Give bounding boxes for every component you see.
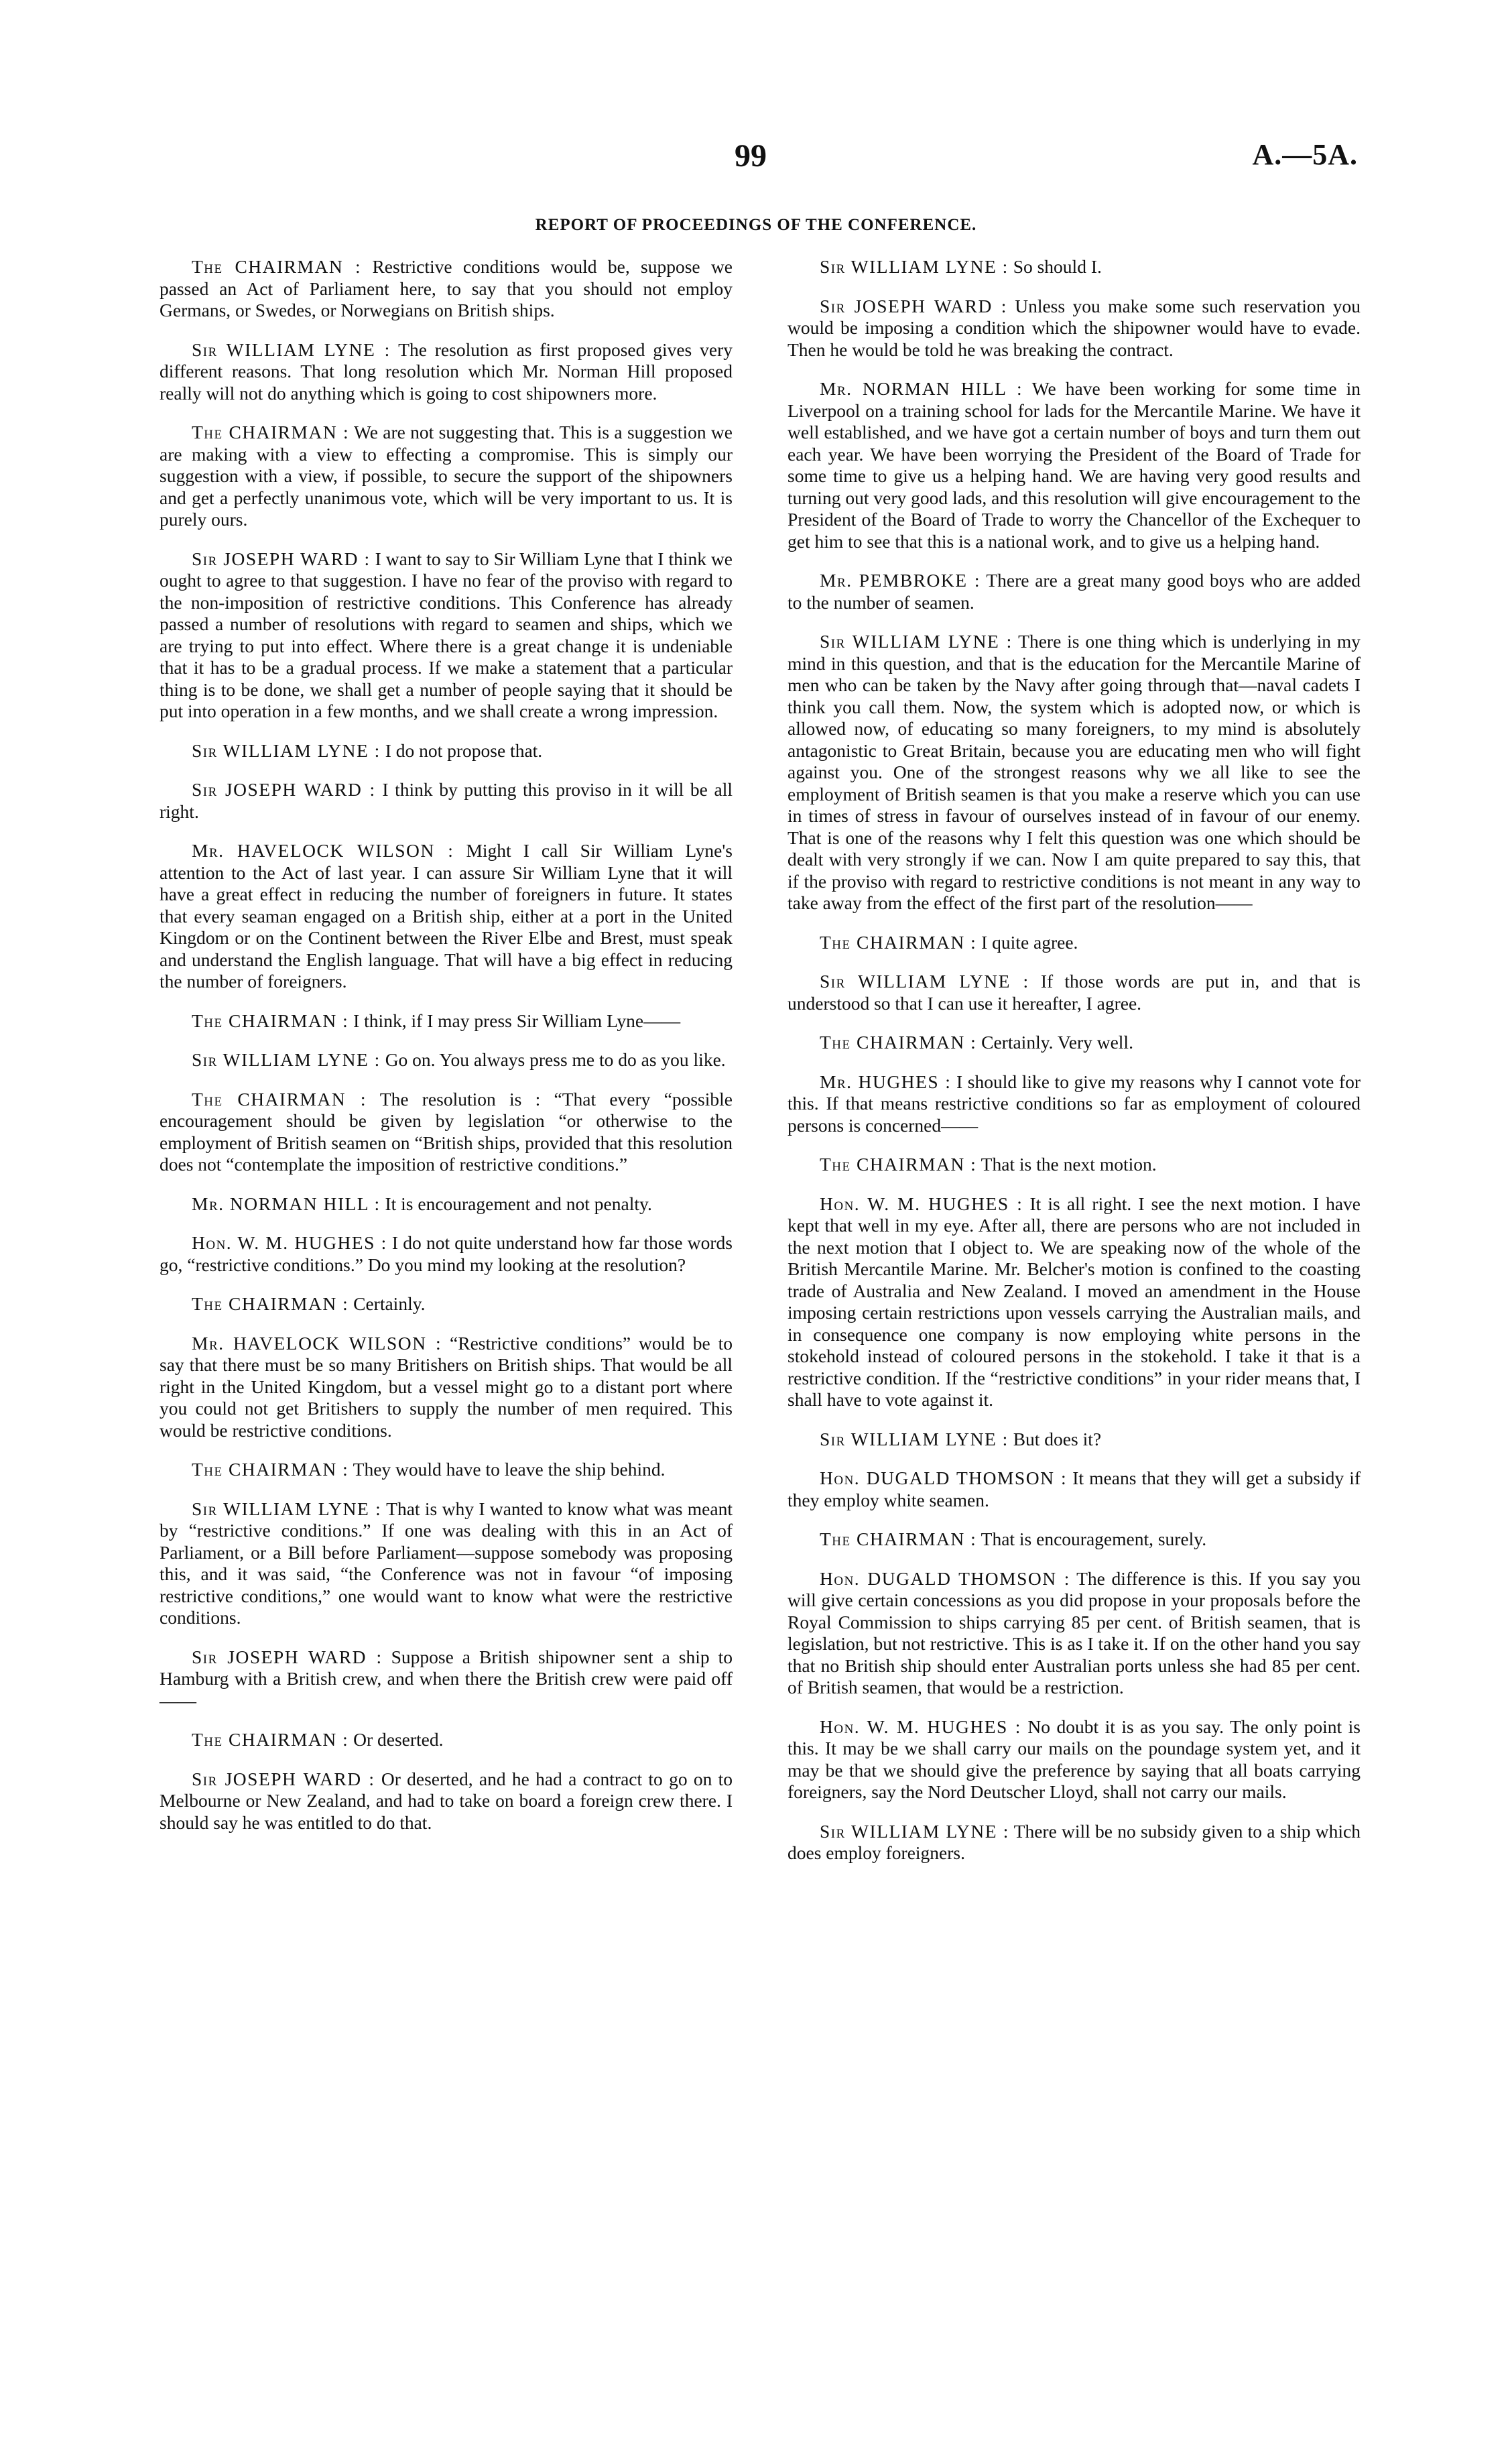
speech-text: So should I.: [1013, 256, 1102, 277]
speaker-name: Hon. W. M. HUGHES :: [820, 1716, 1021, 1737]
speech-paragraph: [160, 1232, 733, 1276]
speaker-name: The CHAIRMAN :: [192, 1293, 349, 1314]
speech-text: I think by putting this proviso in it will be all right.: [160, 779, 733, 822]
speaker-name: The CHAIRMAN :: [820, 931, 977, 953]
speech-text: There are a great many good boys who are added to the number of seamen.: [788, 570, 1361, 613]
speech-paragraph: [788, 1468, 1361, 1511]
speech-paragraph: [788, 1716, 1361, 1803]
speech-paragraph: [788, 1154, 1361, 1176]
speech-text: I quite agree.: [981, 931, 1078, 953]
speech-paragraph: [788, 1071, 1361, 1137]
speaker-name: Mr. PEMBROKE :: [820, 570, 981, 591]
left-column: [160, 256, 733, 1851]
speaker-name: The CHAIRMAN :: [820, 1032, 977, 1053]
speech-paragraph: [788, 932, 1361, 954]
speech-paragraph: [788, 631, 1361, 914]
speech-paragraph: [788, 1032, 1361, 1054]
speech-text: Certainly.: [353, 1293, 426, 1314]
speech-paragraph: [160, 1769, 733, 1834]
speech-text: Might I call Sir William Lyne's attention to the Act of last year. I can assure Sir William Lyne that it will have a great effect in reducing the number of foreigners in future. It states that every seaman engaged on a British ship, either at a port in the United Kingdom or on the Continent between the River Elbe and Brest, must speak and understand the English language. That will have a big effect in reducing the number of foreigners.: [160, 840, 733, 992]
speech-paragraph: [160, 339, 733, 405]
speaker-name: Sir JOSEPH WARD :: [192, 1768, 375, 1789]
speaker-name: The CHAIRMAN :: [192, 422, 350, 442]
speech-paragraph: [160, 740, 733, 762]
speech-text: There is one thing which is underlying in my mind in this question, and that is the education for the Mercantile Marine of men who can be taken by the Navy after going through that—naval cadets I think you call them. Now, the system which is adopted now, or which is allowed now, of educating so many foreigners, to my mind is absolutely antagonistic to Great Britain, because you are educating men who will fight against you. One of the strongest reasons why we all like to see the employment of British seamen is that you make a reserve which you can use in times of stress in favour of ourselves instead of in favour of our enemy. That is one of the reasons why I felt this question was one which should be dealt with very strongly if we can. Now I am quite prepared to say this, that if the proviso with regard to restrictive conditions is not meant in any way to take away from the effect of the first part of the resolution——: [788, 631, 1361, 913]
speech-paragraph: [160, 1729, 733, 1751]
speech-text: The resolution as first proposed gives very different reasons. That long resolution which Mr. Norman Hill proposed really will not do anything which is going to cost shipowners more.: [160, 339, 733, 404]
speech-text: Go on. You always press me to do as you like.: [385, 1049, 726, 1070]
speech-text: I think, if I may press Sir William Lyne——: [353, 1010, 681, 1031]
speech-text: But does it?: [1013, 1428, 1102, 1449]
speaker-name: Sir WILLIAM LYNE :: [820, 1428, 1009, 1449]
speech-paragraph: [160, 1293, 733, 1315]
speaker-name: Hon. W. M. HUGHES :: [820, 1193, 1023, 1214]
speech-paragraph: [788, 971, 1361, 1014]
speech-text: It is all right. I see the next motion. I have kept that well in my eye. After all, there are persons who are not included in the next motion that I object to. We are speaking now of the whole of the British Mercantile Marine. Mr. Belcher's motion is confined to the coasting trade of Australia and New Zealand. I moved an amendment in the House imposing certain restrictions upon vessels carrying the Australian mails, and in consequence one company is now employing white persons in the stokehold instead of coloured persons in the stokehold. I take it that is a restrictive condition. If the “restrictive conditions” in your rider means that, I shall have to vote against it.: [788, 1193, 1361, 1410]
speech-text: I do not quite understand how far those words go, “restrictive conditions.” Do you mind my looking at the resolution?: [160, 1232, 733, 1275]
speaker-name: The CHAIRMAN :: [820, 1154, 977, 1175]
speech-text: There will be no subsidy given to a ship which does employ foreigners.: [788, 1820, 1361, 1863]
speech-paragraph: [788, 378, 1361, 552]
speaker-name: Mr. HUGHES :: [820, 1071, 952, 1092]
speech-paragraph: [160, 779, 733, 823]
speaker-name: Sir WILLIAM LYNE :: [192, 1049, 381, 1070]
speech-text: We have been working for some time in Liverpool on a training school for lads for the Mercantile Marine. We have it well established, and we have got a certain number of boys and turn them out each year. We have been worrying the President of the Board of Trade for some time to give us a helping hand. We are having very good results and turning out very good lads, and this resolution will give encouragement to the President of the Board of Trade to worry the Chancellor of the Exchequer to get him to see that this is a national work, and to give us a helping hand.: [788, 378, 1361, 552]
speech-paragraph: [788, 1568, 1361, 1699]
speaker-name: Sir WILLIAM LYNE :: [820, 256, 1009, 277]
speaker-name: Mr. NORMAN HILL :: [820, 378, 1023, 399]
speech-text: The resolution is : “That every “possible encouragement should be given by legislation “or otherwise to the employment of British seamen on “British ships, provided that this resolution does not “contemplate the imposition of restrictive conditions.”: [160, 1088, 733, 1175]
speech-paragraph: [160, 1333, 733, 1442]
speech-text: I should like to give my reasons why I cannot vote for this. If that means restrictive conditions so far as employment of coloured persons is concerned——: [788, 1071, 1361, 1136]
speaker-name: The CHAIRMAN :: [192, 1729, 349, 1750]
speech-paragraph: [160, 548, 733, 723]
speaker-name: Mr. NORMAN HILL :: [192, 1193, 381, 1214]
speaker-name: Hon. W. M. HUGHES :: [192, 1232, 387, 1253]
speech-paragraph: [788, 570, 1361, 613]
speech-text: That is encouragement, surely.: [981, 1529, 1207, 1549]
speaker-name: Hon. DUGALD THOMSON :: [820, 1567, 1070, 1589]
speech-paragraph: [788, 296, 1361, 361]
speaker-name: Sir JOSEPH WARD :: [192, 548, 371, 569]
speech-paragraph: [788, 1821, 1361, 1864]
speech-text: Or deserted, and he had a contract to go on to Melbourne or New Zealand, and had to take on board a foreign crew there. I should say he was entitled to do that.: [160, 1768, 733, 1833]
speech-text: No doubt it is as you say. The only point is this. It may be we shall carry our mails on the poundage system yet, and it may be that we should give the preference by saying that all boats carrying foreigners, say the Nord Deutscher Lloyd, shall not carry our mails.: [788, 1716, 1361, 1802]
speech-text: That is why I wanted to know what was meant by “restrictive conditions.” If one was dealing with this in an Act of Parliament, or a Bill before Parliament—suppose somebody was proposing this, and it was said, “the Conference was not in favour “of imposing restrictive conditions,” one would want to know what were the restrictive conditions.: [160, 1498, 733, 1628]
speech-paragraph: [160, 422, 733, 531]
speaker-name: Sir WILLIAM LYNE :: [820, 1820, 1009, 1842]
speech-text: “Restrictive conditions” would be to say that there must be so many Britishers on British ships. That would be all right in the United Kingdom, but a vessel might go to a distant port where you could not get Britishers to supply the number of men required. This would be restrictive conditions.: [160, 1332, 733, 1441]
speech-paragraph: [788, 1429, 1361, 1451]
document-reference: A.—5A.: [1252, 138, 1358, 171]
speech-text: I want to say to Sir William Lyne that I think we ought to agree to that suggestion. I have no fear of the proviso with regard to the non-imposition of restrictive conditions. This Conference has already passed a number of resolutions with regard to seamen and ships, which we are trying to put into effect. Where there is a great change it is undeniable that it has to be a gradual process. If we make a statement that a particular thing is to be done, we shall get a number of people saying that it should be put into operation in a few months, and we shall create a wrong impression.: [160, 548, 733, 721]
speech-text: We are not suggesting that. This is a suggestion we are making with a view to effecting a compromise. This is simply our suggestion with a view, if possible, to secure the support of the shipowners and get a perfectly unanimous vote, which will be very important to us. It is purely ours.: [160, 422, 733, 530]
speech-paragraph: [160, 1498, 733, 1629]
speech-text: Or deserted.: [353, 1729, 444, 1750]
speaker-name: Sir JOSEPH WARD :: [192, 1646, 383, 1667]
speech-paragraph: [160, 1049, 733, 1071]
speaker-name: Sir JOSEPH WARD :: [820, 295, 1007, 316]
speaker-name: The CHAIRMAN :: [192, 1459, 349, 1480]
speech-paragraph: [160, 840, 733, 993]
speech-text: It is encouragement and not penalty.: [385, 1193, 652, 1214]
speech-paragraph: [160, 1010, 733, 1032]
speech-text: That is the next motion.: [981, 1154, 1157, 1175]
speaker-name: Sir WILLIAM LYNE :: [192, 739, 381, 761]
speaker-name: Mr. HAVELOCK WILSON :: [192, 840, 454, 861]
speaker-name: Sir WILLIAM LYNE :: [820, 971, 1029, 992]
speaker-name: The CHAIRMAN :: [820, 1529, 977, 1549]
speech-paragraph: [160, 1647, 733, 1712]
speaker-name: Hon. DUGALD THOMSON :: [820, 1468, 1068, 1488]
speech-text: I do not propose that.: [385, 739, 543, 761]
speech-paragraph: [160, 1193, 733, 1215]
speech-text: They would have to leave the ship behind.: [353, 1459, 666, 1480]
speaker-name: The CHAIRMAN :: [192, 1010, 349, 1031]
speech-paragraph: [788, 256, 1361, 278]
speaker-name: Mr. HAVELOCK WILSON :: [192, 1332, 442, 1354]
speech-paragraph: [788, 1193, 1361, 1411]
right-column: [788, 256, 1361, 1882]
speech-text: If those words are put in, and that is understood so that I can use it hereafter, I agree.: [788, 971, 1361, 1014]
speech-text: It means that they will get a subsidy if they employ white seamen.: [788, 1468, 1361, 1510]
speaker-name: Sir WILLIAM LYNE :: [820, 631, 1013, 652]
speaker-name: Sir WILLIAM LYNE :: [192, 1498, 382, 1519]
running-title: REPORT OF PROCEEDINGS OF THE CONFERENCE.: [535, 216, 977, 234]
speech-paragraph: [160, 1459, 733, 1481]
speech-paragraph: [160, 256, 733, 322]
speaker-name: Sir JOSEPH WARD :: [192, 779, 376, 800]
speech-text: Certainly. Very well.: [981, 1032, 1133, 1053]
speech-paragraph: [788, 1529, 1361, 1551]
speech-paragraph: [160, 1089, 733, 1176]
speech-text: The difference is this. If you say you will give certain concessions as you did propose in your proposals before the Royal Commission to ships carrying 85 per cent. of British seamen, that is legislation, but not restrictive. This is as I take it. If on the other hand you say that no British ship should enter Australian ports unless she had 85 per cent. of British seamen, that would be a restriction.: [788, 1567, 1361, 1697]
speech-text: Unless you make some such reservation you would be imposing a condition which the shipowner would have to evade. Then he would be told he was breaking the contract.: [788, 295, 1361, 360]
speaker-name: The CHAIRMAN :: [192, 1088, 367, 1110]
page-number: 99: [735, 138, 767, 174]
speech-text: Restrictive conditions would be, suppose we passed an Act of Parliament here, to say that you should not employ Germans, or Swedes, or Norwegians on British ships.: [160, 256, 733, 320]
speaker-name: Sir WILLIAM LYNE :: [192, 339, 391, 360]
speaker-name: The CHAIRMAN :: [192, 256, 362, 277]
speech-text: Suppose a British shipowner sent a ship to Hamburg with a British crew, and when there the British crew were paid off——: [160, 1646, 733, 1711]
